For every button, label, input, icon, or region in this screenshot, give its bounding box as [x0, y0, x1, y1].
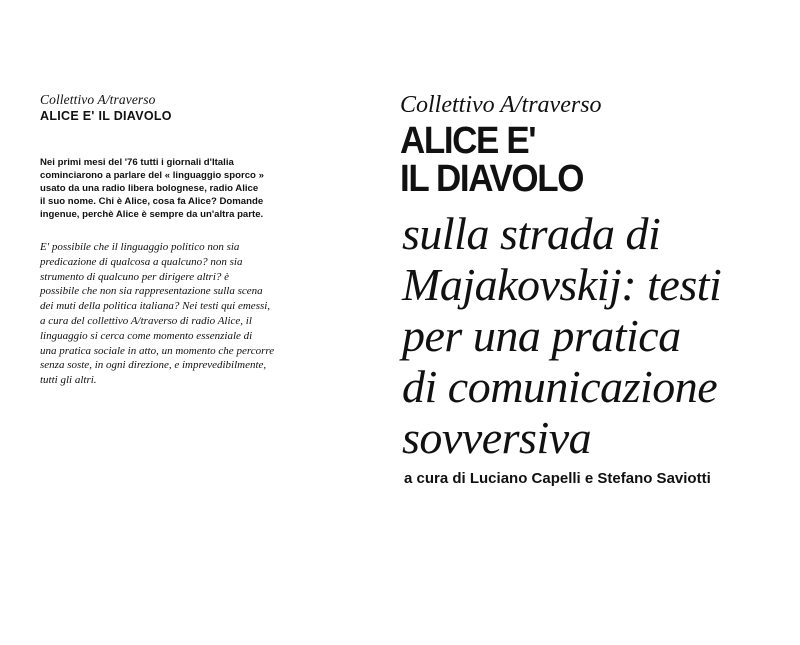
left-page: [0, 0, 390, 645]
description-line: possibile che non sia rappresentazione sulla scena: [40, 285, 263, 298]
description-line: strumento di qualcuno per dirigere altri? è: [40, 270, 230, 283]
right-subtitle: [402, 208, 792, 463]
description-line: linguaggio si cerca come momento essenziale di: [40, 329, 253, 342]
left-book-title: ALICE E' IL DIAVOLO: [40, 109, 172, 123]
editors-credit: a cura di Luciano Capelli e Stefano Saviotti: [404, 470, 711, 487]
title-line: ALICE E': [400, 120, 536, 162]
description-line: predicazione di qualcosa a qualcuno? non sia: [40, 255, 243, 268]
right-book-title: [400, 122, 583, 198]
description-line: E' possibile che il linguaggio politico non sia: [40, 241, 240, 253]
right-collective-name: Collettivo A/traverso: [400, 92, 602, 118]
left-description: [40, 240, 350, 388]
description-line: senza soste, in ogni direzione, e imprevedibilmente,: [40, 359, 267, 372]
subtitle-line: di comunicazione: [402, 361, 718, 412]
right-page-title-page: [390, 0, 800, 645]
description-line: tutti gli altri.: [40, 374, 97, 387]
blurb-line: cominciarono a parlare del « linguaggio sporco »: [40, 170, 264, 181]
subtitle-line: Majakovskij: testi: [402, 259, 722, 310]
subtitle-line: sovversiva: [402, 412, 592, 463]
blurb-line: usato da una radio libera bolognese, radio Alice: [40, 183, 259, 194]
title-line: IL DIAVOLO: [400, 158, 584, 200]
subtitle-line: sulla strada di: [402, 208, 661, 259]
subtitle-line: per una pratica: [402, 310, 681, 361]
left-collective-name: Collettivo A/traverso: [40, 92, 156, 107]
description-line: una pratica sociale in atto, un momento che percorre: [40, 344, 275, 357]
description-line: dei muti della politica italiana? Nei testi qui emessi,: [40, 300, 271, 313]
blurb-line: Nei primi mesi del '76 tutti i giornali d'Italia: [40, 157, 234, 168]
left-blurb: [40, 156, 340, 221]
description-line: a cura del collettivo A/traverso di radio Alice, il: [40, 314, 252, 327]
blurb-line: il suo nome. Chi è Alice, cosa fa Alice? Domande: [40, 196, 264, 207]
blurb-line: ingenue, perchè Alice è sempre da un'altra parte.: [40, 209, 264, 220]
